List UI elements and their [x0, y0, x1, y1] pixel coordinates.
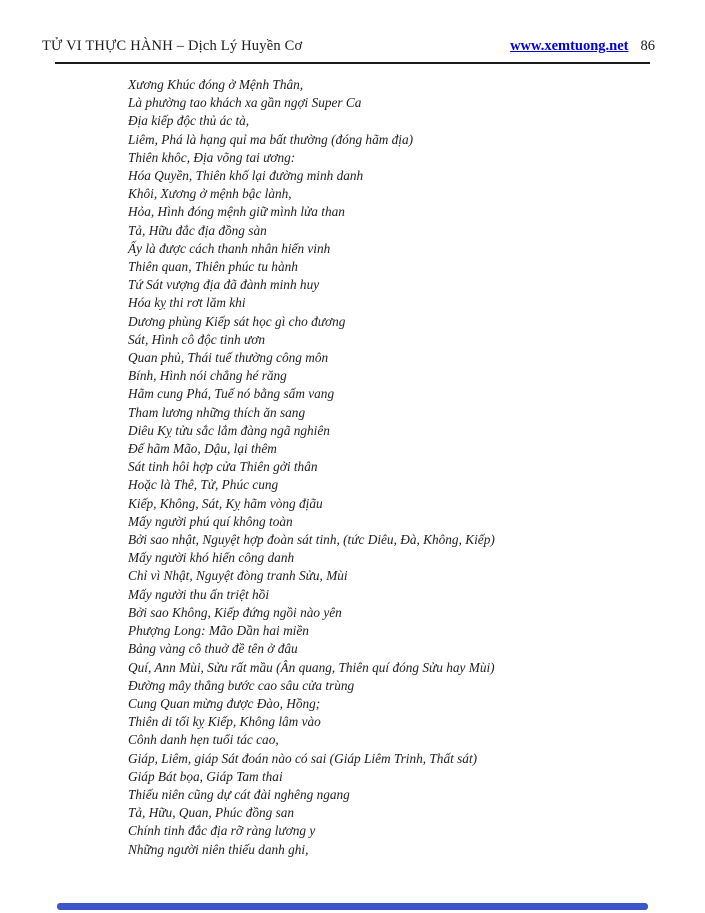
verse-line: Mấy người khó hiển công danh [128, 550, 295, 566]
verse-line: Dương phùng Kiếp sát học gì cho đương [128, 313, 346, 329]
verse-line: Hãm cung Phá, Tuế nó bằng sấm vang [128, 386, 335, 402]
verse-line: Địa kiếp độc thủ ác tà, [128, 113, 250, 129]
verse-line: Chính tinh đắc địa rỡ ràng lương y [128, 823, 316, 839]
verse-line: Những người niên thiếu danh ghi, [128, 841, 309, 857]
verse-list [128, 76, 665, 859]
book-title: TỬ VI THỰC HÀNH – Dịch Lý Huyền Cơ [42, 38, 303, 54]
verse-line: Cônh danh hẹn tuổi tác cao, [128, 732, 279, 748]
verse-line: Khôi, Xương ở mệnh bậc lành, [128, 186, 292, 202]
verse-line: Hỏa, Hình đóng mệnh giữ mình lửa than [128, 204, 345, 220]
verse-line: Là phường tao khách xa gần ngợi Super Ca [128, 95, 362, 111]
verse-line: Giáp Bát bọa, Giáp Tam thai [128, 768, 283, 784]
verse-line: Đường mây thẳng bước cao sâu cửa trùng [128, 677, 355, 693]
page-header [42, 38, 655, 55]
verse-line: Kiếp, Không, Sát, Kỵ hãm vòng địãu [128, 495, 323, 511]
verse-line: Phượng Long: Mão Dần hai miền [128, 623, 309, 639]
footer-bar [57, 903, 648, 910]
verse-line: Thiên di tối kỵ Kiếp, Không lâm vào [128, 714, 321, 730]
verse-line: Hóa Quyền, Thiên khố lại đường minh danh [128, 168, 364, 184]
verse-line: Quan phủ, Thái tuế thường công môn [128, 350, 329, 366]
verse-line: Xương Khúc đóng ở Mệnh Thân, [128, 77, 304, 92]
verse-line: Hoặc là Thê, Tử, Phúc cung [128, 477, 279, 493]
verse-line: Thiên quan, Thiên phúc tu hành [128, 259, 298, 275]
website-link[interactable]: www.xemtuong.net [510, 38, 629, 54]
verse-line: Diêu Kỵ tửu sắc lắm đàng ngã nghiên [128, 422, 330, 438]
verse-line: Bởi sao nhật, Nguyệt hợp đoàn sát tinh, (tức Diêu, Đà, Không, Kiếp) [128, 532, 495, 548]
verse-line: Bởi sao Không, Kiếp đứng ngồi nào yên [128, 604, 342, 620]
verse-line: Giáp, Liêm, giáp Sát đoán nào có sai (Giáp Liêm Trinh, Thất sát) [128, 750, 478, 766]
verse-line: Sát tinh hôi hợp cửa Thiên gởi thân [128, 459, 318, 475]
verse-line: Mấy người phú quí không toàn [128, 513, 293, 529]
verse-line: Tả, Hữu, Quan, Phúc đồng san [128, 805, 295, 821]
verse-line: Tả, Hữu đắc địa đồng sàn [128, 222, 267, 238]
verse-line: Sát, Hình cô độc tinh ươn [128, 331, 265, 347]
page-number: 86 [640, 38, 655, 54]
verse-line: Chỉ vì Nhật, Nguyệt đòng tranh Sửu, Mùi [128, 568, 348, 584]
header-divider-rule [55, 62, 650, 64]
verse-line: Đế hãm Mão, Dậu, lại thêm [128, 441, 277, 457]
verse-line: Ấy là được cách thanh nhân hiển vinh [128, 240, 331, 256]
verse-line: Tham lương những thích ăn sang [128, 404, 306, 420]
verse-line: Bảng vàng cô thuở đề tên ở đâu [128, 641, 298, 657]
verse-line: Cung Quan mừng được Đào, Hồng; [128, 695, 321, 711]
verse-line: Tứ Sát vượng địa đã đành minh huy [128, 277, 320, 293]
verse-line: Quí, Ann Mùi, Sửu rất mầu (Ân quang, Thiên quí đóng Sửu hay Mùi) [128, 659, 495, 675]
header-right-group [510, 38, 655, 55]
verse-line: Thiên khôc, Địa võng tai ương: [128, 149, 296, 165]
verse-line: Hóa kỵ thi rơt lăm khi [128, 295, 246, 311]
verse-line: Mấy người thu ấn triệt hồi [128, 586, 270, 602]
verse-line: Liêm, Phá là hạng quỉ ma bất thường (đóng hãm địa) [128, 131, 414, 147]
verse-line: Bính, Hình nói chẳng hé răng [128, 368, 287, 384]
verse-line: Thiếu niên cũng dự cát đài nghêng ngang [128, 786, 350, 802]
